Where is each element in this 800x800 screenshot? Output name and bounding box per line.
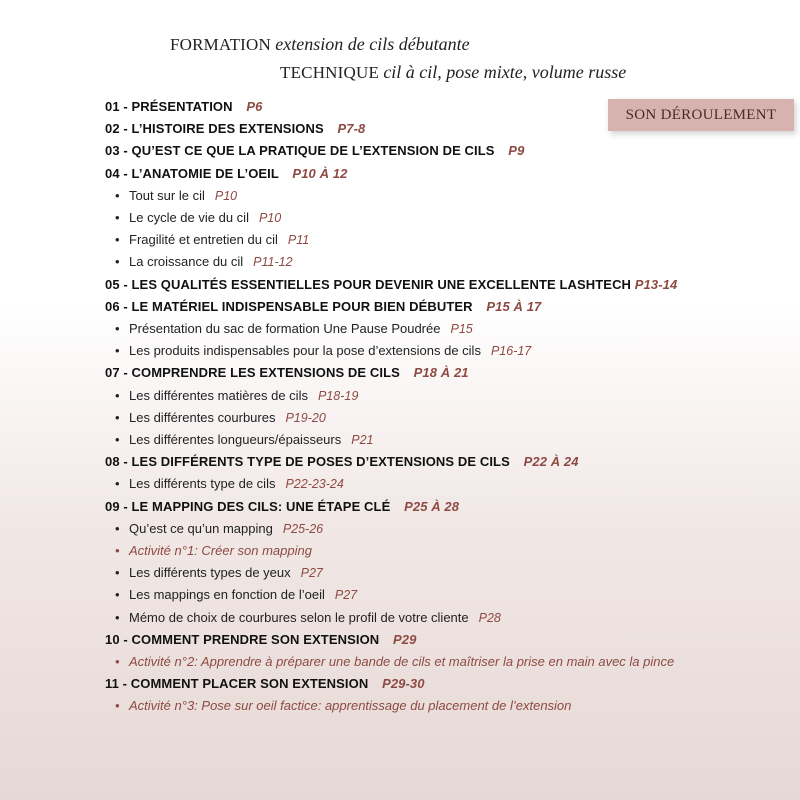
header-formation-label: FORMATION (170, 35, 271, 54)
item-page-ref: P10 (258, 211, 282, 226)
section-title: 03 - QU’EST CE QUE LA PRATIQUE DE L’EXTENSION DE CILS (105, 143, 495, 159)
item-page-ref: P16-17 (490, 344, 532, 359)
section-heading (105, 274, 680, 296)
section-page-ref: P29-30 (382, 676, 425, 692)
item-text: Les différentes longueurs/épaisseurs (129, 432, 342, 448)
item-page-ref: P15 (450, 322, 473, 337)
section-heading (105, 140, 680, 162)
list-item (105, 518, 680, 540)
item-page-ref: P28 (478, 610, 501, 625)
section-title: 04 - L’ANATOMIE DE L’OEIL (105, 165, 279, 181)
list-item (105, 229, 680, 251)
item-page-ref: P27 (334, 588, 358, 603)
section-heading (105, 163, 680, 185)
item-page-ref: P27 (300, 566, 323, 581)
item-page-ref: P19-20 (285, 410, 326, 425)
activity-item (105, 540, 680, 562)
table-of-contents (105, 96, 680, 718)
section-heading (105, 96, 680, 118)
list-item (105, 562, 680, 584)
section-page-ref: P10 À 12 (292, 165, 348, 181)
activity-item (105, 651, 680, 673)
section-heading (105, 296, 680, 318)
item-page-ref: P21 (351, 433, 374, 448)
section-page-ref: P13-14 (634, 276, 678, 292)
item-text: Tout sur le cil (129, 187, 205, 203)
item-text: Qu’est ce qu’un mapping (129, 520, 273, 536)
item-text: Les différentes courbures (129, 409, 276, 425)
section-title: 11 - COMMENT PLACER SON EXTENSION (105, 676, 369, 692)
item-page-ref: P11-12 (253, 255, 293, 270)
section-title: 09 - LE MAPPING DES CILS: UNE ÉTAPE CLÉ (105, 498, 391, 514)
section-heading (105, 629, 680, 651)
section-title: 01 - PRÉSENTATION (105, 99, 233, 114)
list-item (105, 407, 680, 429)
section-title: 10 - COMMENT PRENDRE SON EXTENSION (105, 631, 380, 647)
section-page-ref: P29 (393, 631, 417, 647)
header-line-technique (280, 62, 626, 83)
section-badge: SON DÉROULEMENT (608, 99, 794, 131)
list-item (105, 584, 680, 606)
item-text: La croissance du cil (129, 254, 244, 270)
section-page-ref: P25 À 28 (404, 498, 460, 514)
section-title: 02 - L’HISTOIRE DES EXTENSIONS (105, 121, 324, 137)
section-heading (105, 673, 680, 695)
item-text: Les mappings en fonction de l’oeil (129, 587, 325, 603)
item-text: Les produits indispensables pour la pose d’extensions de cils (129, 343, 481, 359)
item-text: Présentation du sac de formation Une Pause Poudrée (129, 321, 441, 337)
section-heading (105, 362, 680, 384)
section-title: 06 - LE MATÉRIEL INDISPENSABLE POUR BIEN DÉBUTER (105, 298, 473, 314)
header-technique-subtitle: cil à cil, pose mixte, volume russe (383, 62, 627, 82)
item-text: Le cycle de vie du cil (129, 210, 249, 226)
item-text: Mémo de choix de courbures selon le profil de votre cliente (129, 609, 469, 625)
section-page-ref: P9 (508, 143, 525, 159)
section-title: 05 - LES QUALITÉS ESSENTIELLES POUR DEVENIR UNE EXCELLENTE LASHTECH (105, 276, 632, 292)
list-item (105, 607, 680, 629)
header-technique-label: TECHNIQUE (280, 63, 380, 82)
item-text: Les différents type de cils (129, 476, 276, 492)
item-page-ref: P18-19 (317, 388, 359, 403)
list-item (105, 207, 680, 229)
item-text: Activité n°1: Créer son mapping (129, 543, 312, 559)
section-page-ref: P22 À 24 (523, 454, 579, 470)
section-page-ref: P15 À 17 (486, 298, 542, 314)
section-heading (105, 496, 680, 518)
header-line-formation (170, 34, 470, 55)
list-item (105, 340, 680, 362)
item-text: Les différentes matières de cils (129, 387, 308, 403)
item-text: Activité n°3: Pose sur oeil factice: apprentissage du placement de l’extension (129, 698, 572, 714)
activity-item (105, 695, 680, 717)
section-title: 08 - LES DIFFÉRENTS TYPE DE POSES D’EXTENSIONS DE CILS (105, 454, 510, 470)
section-page-ref: P6 (246, 99, 263, 114)
item-page-ref: P25-26 (282, 521, 324, 536)
item-text: Fragilité et entretien du cil (129, 232, 278, 248)
section-page-ref: P7-8 (337, 121, 366, 137)
list-item (105, 318, 680, 340)
section-title: 07 - COMPRENDRE LES EXTENSIONS DE CILS (105, 365, 400, 381)
section-heading (105, 451, 680, 473)
item-text: Les différents types de yeux (129, 565, 291, 581)
section-heading (105, 118, 680, 140)
list-item (105, 185, 680, 207)
list-item (105, 385, 680, 407)
list-item (105, 251, 680, 273)
list-item (105, 429, 680, 451)
section-page-ref: P18 À 21 (413, 365, 469, 381)
list-item (105, 473, 680, 495)
item-page-ref: P10 (214, 188, 238, 203)
item-page-ref: P11 (287, 233, 310, 248)
item-text: Activité n°2: Apprendre à préparer une bande de cils et maîtriser la prise en main avec la pince (129, 654, 675, 670)
header-formation-subtitle: extension de cils débutante (275, 34, 470, 54)
item-page-ref: P22-23-24 (285, 477, 344, 492)
